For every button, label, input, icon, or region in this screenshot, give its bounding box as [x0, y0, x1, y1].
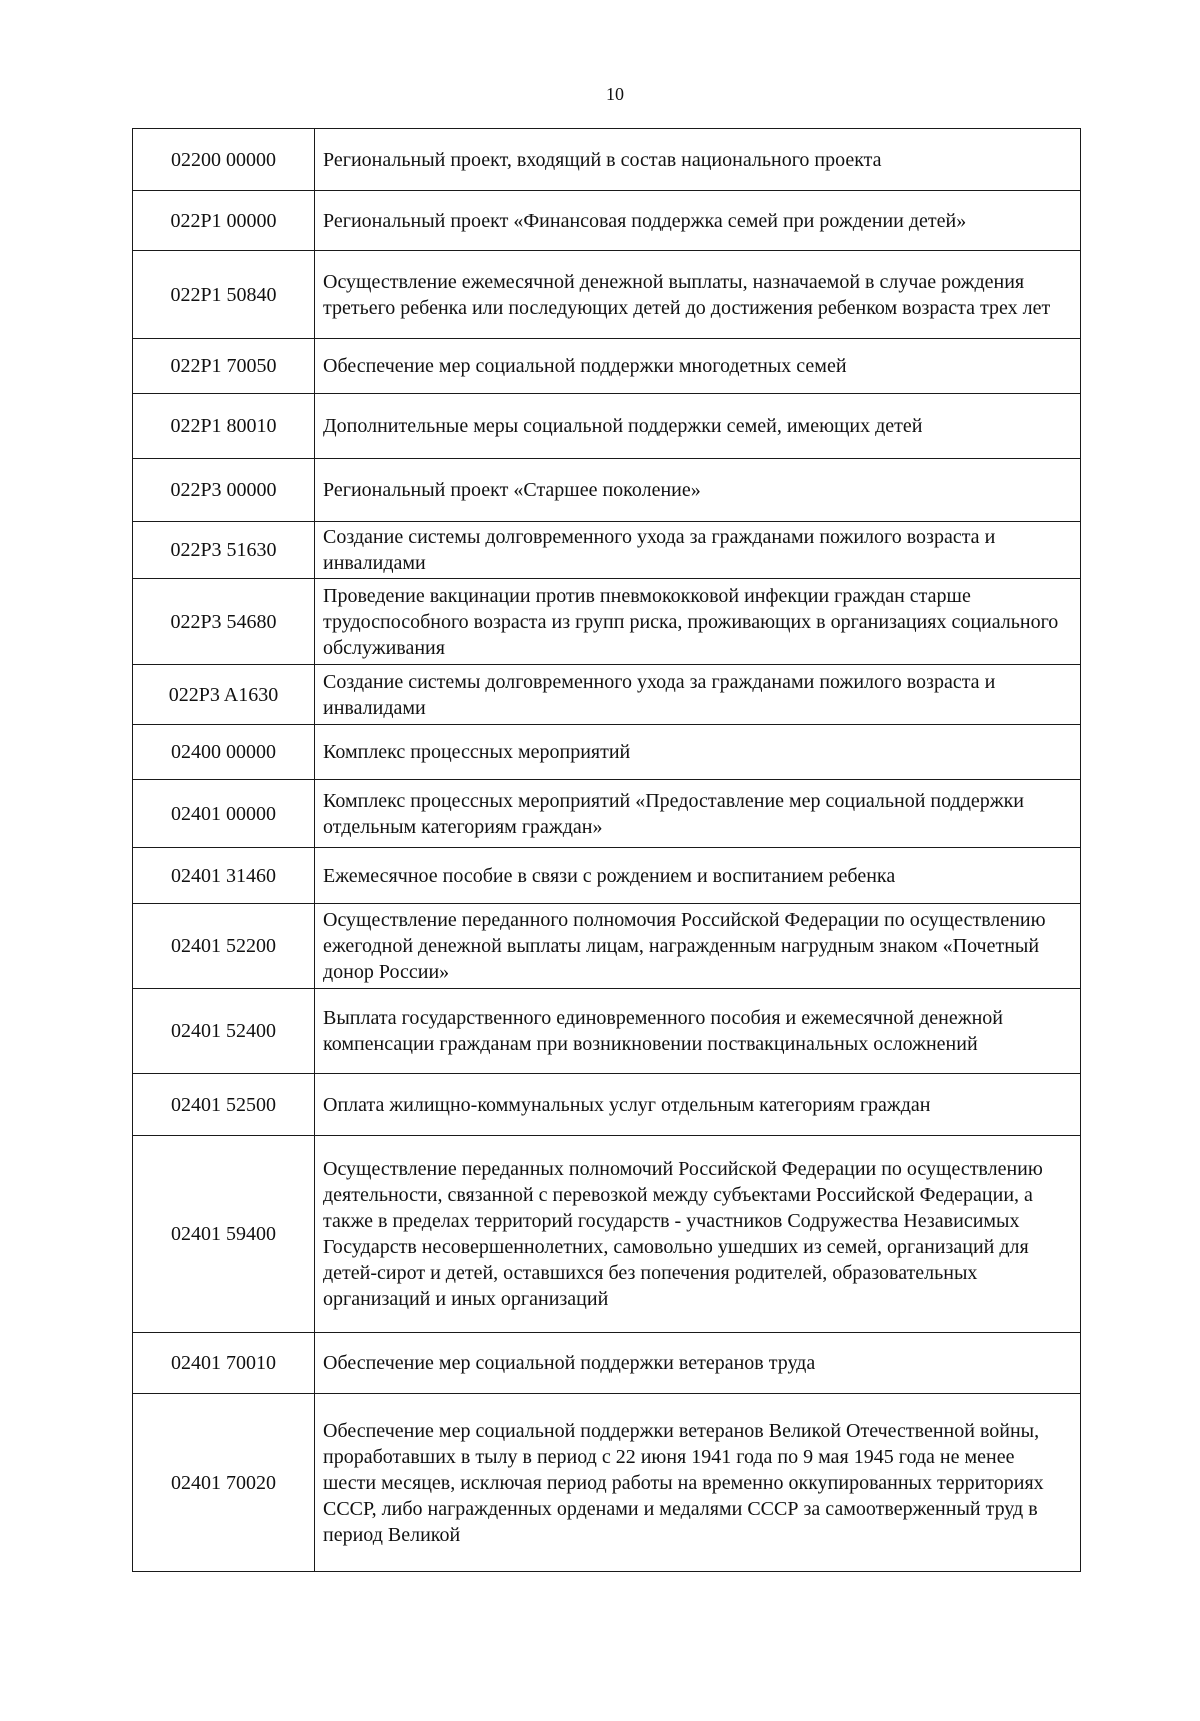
row-name: Обеспечение мер социальной поддержки ветеранов труда [315, 1333, 1081, 1394]
row-code: 02401 00000 [133, 780, 315, 848]
row-code: 02401 52200 [133, 904, 315, 989]
row-code: 022P3 A1630 [133, 665, 315, 725]
row-name: Региональный проект «Финансовая поддержка семей при рождении детей» [315, 191, 1081, 251]
row-code: 022P3 51630 [133, 522, 315, 579]
row-name: Комплекс процессных мероприятий [315, 725, 1081, 780]
table-row [133, 725, 1081, 780]
row-code: 02400 00000 [133, 725, 315, 780]
row-code: 02200 00000 [133, 129, 315, 191]
row-code: 022P1 70050 [133, 339, 315, 394]
row-name: Региональный проект, входящий в состав национального проекта [315, 129, 1081, 191]
row-name: Создание системы долговременного ухода за гражданами пожилого возраста и инвалидами [315, 665, 1081, 725]
table-row [133, 780, 1081, 848]
row-name: Проведение вакцинации против пневмококковой инфекции граждан старше трудоспособного возраста из групп риска, проживающих в организациях социального обслуживания [315, 579, 1081, 665]
row-code: 02401 52400 [133, 989, 315, 1074]
table-row [133, 848, 1081, 904]
table-row [133, 251, 1081, 339]
row-code: 022P1 80010 [133, 394, 315, 459]
row-code: 02401 70010 [133, 1333, 315, 1394]
row-code: 02401 70020 [133, 1394, 315, 1572]
row-name: Комплекс процессных мероприятий «Предоставление мер социальной поддержки отдельным категориям граждан» [315, 780, 1081, 848]
table-row [133, 129, 1081, 191]
row-code: 022P1 50840 [133, 251, 315, 339]
row-code: 02401 59400 [133, 1136, 315, 1333]
row-name: Дополнительные меры социальной поддержки семей, имеющих детей [315, 394, 1081, 459]
table-row [133, 1394, 1081, 1572]
row-code: 02401 31460 [133, 848, 315, 904]
page-number: 10 [606, 84, 624, 104]
table-row [133, 665, 1081, 725]
row-name: Оплата жилищно-коммунальных услуг отдельным категориям граждан [315, 1074, 1081, 1136]
row-name: Осуществление переданного полномочия Российской Федерации по осуществлению ежегодной денежной выплаты лицам, награжденным нагрудным знаком «Почетный донор России» [315, 904, 1081, 989]
row-code: 022P1 00000 [133, 191, 315, 251]
row-code: 02401 52500 [133, 1074, 315, 1136]
row-name: Осуществление переданных полномочий Российской Федерации по осуществлению деятельности, связанной с перевозкой между субъектами Российской Федерации, а также в пределах территорий государств - участников Содружества Независимых Государств несовершеннолетних, самовольно ушедших из семей, организаций для детей-сирот и детей, оставшихся без попечения родителей, образовательных организаций и иных организаций [315, 1136, 1081, 1333]
row-name: Обеспечение мер социальной поддержки многодетных семей [315, 339, 1081, 394]
row-name: Выплата государственного единовременного пособия и ежемесячной денежной компенсации гражданам при возникновении поствакцинальных осложнений [315, 989, 1081, 1074]
table-row [133, 904, 1081, 989]
budget-code-table [132, 128, 1081, 1572]
row-name: Ежемесячное пособие в связи с рождением и воспитанием ребенка [315, 848, 1081, 904]
row-name: Осуществление ежемесячной денежной выплаты, назначаемой в случае рождения третьего ребенка или последующих детей до достижения ребенком возраста трех лет [315, 251, 1081, 339]
row-name: Обеспечение мер социальной поддержки ветеранов Великой Отечественной войны, проработавших в тылу в период с 22 июня 1941 года по 9 мая 1945 года не менее шести месяцев, исключая период работы на временно оккупированных территориях СССР, либо награжденных орденами и медалями СССР за самоотверженный труд в период Великой [315, 1394, 1081, 1572]
table-row [133, 1136, 1081, 1333]
table-row [133, 579, 1081, 665]
table-row [133, 1074, 1081, 1136]
table-row [133, 522, 1081, 579]
row-name: Региональный проект «Старшее поколение» [315, 459, 1081, 522]
table-row [133, 394, 1081, 459]
table-row [133, 459, 1081, 522]
table-row [133, 1333, 1081, 1394]
table-row [133, 989, 1081, 1074]
row-code: 022P3 00000 [133, 459, 315, 522]
row-name: Создание системы долговременного ухода за гражданами пожилого возраста и инвалидами [315, 522, 1081, 579]
table-row [133, 191, 1081, 251]
table-row [133, 339, 1081, 394]
row-code: 022P3 54680 [133, 579, 315, 665]
